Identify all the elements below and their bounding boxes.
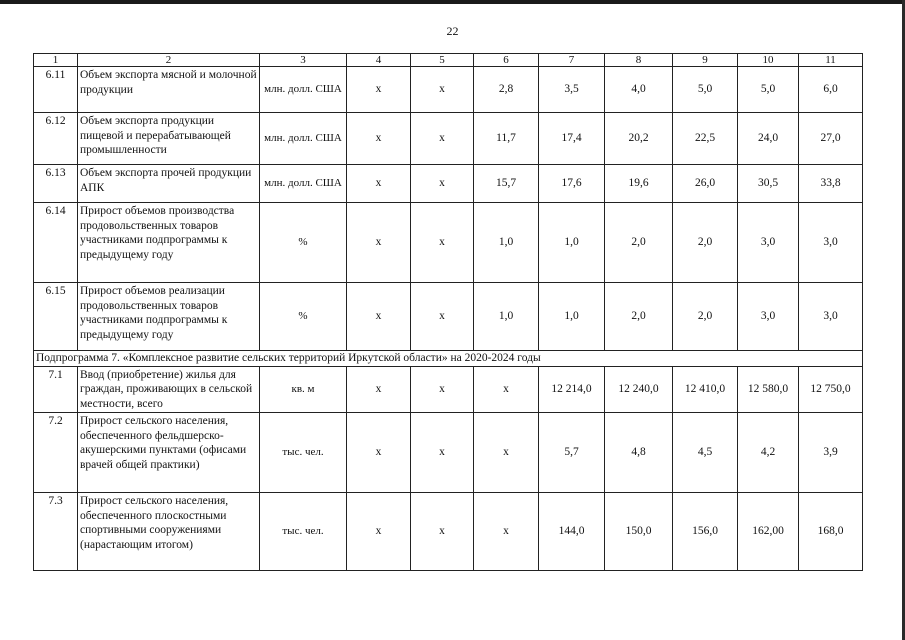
- value-cell: х: [474, 412, 539, 492]
- value-cell: х: [411, 492, 474, 570]
- table-row: [34, 67, 863, 113]
- value-cell: 144,0: [539, 492, 605, 570]
- indicator-name: Объем экспорта продукции пищевой и перерабатывающей промышленности: [78, 113, 260, 165]
- value-cell: х: [347, 203, 411, 283]
- table-row: [34, 113, 863, 165]
- value-cell: 156,0: [673, 492, 738, 570]
- value-cell: 12 410,0: [673, 366, 738, 412]
- table-body: [34, 54, 863, 571]
- column-header: 2: [78, 54, 260, 67]
- value-cell: 6,0: [799, 67, 863, 113]
- table-row: [34, 366, 863, 412]
- value-cell: х: [347, 113, 411, 165]
- value-cell: х: [411, 412, 474, 492]
- row-number: 7.3: [34, 492, 78, 570]
- value-cell: 11,7: [474, 113, 539, 165]
- indicator-name: Объем экспорта мясной и молочной продукции: [78, 67, 260, 113]
- value-cell: х: [411, 283, 474, 351]
- unit-cell: %: [260, 283, 347, 351]
- unit-cell: тыс. чел.: [260, 412, 347, 492]
- value-cell: 3,5: [539, 67, 605, 113]
- indicator-name: Прирост объемов реализации продовольственных товаров участниками подпрограммы к предыдущему году: [78, 283, 260, 351]
- value-cell: 3,0: [738, 203, 799, 283]
- value-cell: х: [474, 492, 539, 570]
- section-title: Подпрограмма 7. «Комплексное развитие сельских территорий Иркутской области» на 2020-2024 годы: [34, 351, 863, 367]
- page-number: 22: [446, 24, 459, 38]
- row-number: 6.11: [34, 67, 78, 113]
- value-cell: 12 214,0: [539, 366, 605, 412]
- value-cell: 27,0: [799, 113, 863, 165]
- column-header: 9: [673, 54, 738, 67]
- row-number: 6.14: [34, 203, 78, 283]
- column-header: 5: [411, 54, 474, 67]
- value-cell: 5,7: [539, 412, 605, 492]
- row-number: 7.1: [34, 366, 78, 412]
- value-cell: х: [411, 203, 474, 283]
- unit-cell: тыс. чел.: [260, 492, 347, 570]
- value-cell: 26,0: [673, 165, 738, 203]
- value-cell: 12 750,0: [799, 366, 863, 412]
- indicators-table: [33, 53, 863, 571]
- value-cell: 30,5: [738, 165, 799, 203]
- value-cell: х: [411, 67, 474, 113]
- value-cell: 2,0: [605, 203, 673, 283]
- value-cell: 24,0: [738, 113, 799, 165]
- value-cell: 150,0: [605, 492, 673, 570]
- table-row: [34, 203, 863, 283]
- row-number: 6.12: [34, 113, 78, 165]
- value-cell: 4,2: [738, 412, 799, 492]
- column-header: 1: [34, 54, 78, 67]
- value-cell: 17,6: [539, 165, 605, 203]
- value-cell: х: [347, 412, 411, 492]
- value-cell: х: [411, 366, 474, 412]
- value-cell: 4,8: [605, 412, 673, 492]
- value-cell: 20,2: [605, 113, 673, 165]
- value-cell: 2,0: [673, 283, 738, 351]
- value-cell: 5,0: [738, 67, 799, 113]
- value-cell: 15,7: [474, 165, 539, 203]
- section-row: [34, 351, 863, 367]
- value-cell: 12 240,0: [605, 366, 673, 412]
- indicator-name: Ввод (приобретение) жилья для граждан, проживающих в сельской местности, всего: [78, 366, 260, 412]
- value-cell: 5,0: [673, 67, 738, 113]
- value-cell: 12 580,0: [738, 366, 799, 412]
- value-cell: х: [347, 165, 411, 203]
- column-header: 3: [260, 54, 347, 67]
- value-cell: 1,0: [539, 203, 605, 283]
- column-header: 7: [539, 54, 605, 67]
- value-cell: 4,0: [605, 67, 673, 113]
- value-cell: 1,0: [539, 283, 605, 351]
- value-cell: 3,0: [799, 203, 863, 283]
- column-header: 11: [799, 54, 863, 67]
- value-cell: х: [347, 492, 411, 570]
- unit-cell: кв. м: [260, 366, 347, 412]
- unit-cell: млн. долл. США: [260, 67, 347, 113]
- value-cell: х: [474, 366, 539, 412]
- value-cell: 22,5: [673, 113, 738, 165]
- value-cell: 2,0: [673, 203, 738, 283]
- value-cell: 3,9: [799, 412, 863, 492]
- unit-cell: %: [260, 203, 347, 283]
- row-number: 6.15: [34, 283, 78, 351]
- value-cell: 3,0: [799, 283, 863, 351]
- column-header: 6: [474, 54, 539, 67]
- value-cell: х: [411, 165, 474, 203]
- value-cell: 1,0: [474, 203, 539, 283]
- value-cell: х: [347, 283, 411, 351]
- table-row: [34, 412, 863, 492]
- value-cell: 3,0: [738, 283, 799, 351]
- column-header: 8: [605, 54, 673, 67]
- column-header: 10: [738, 54, 799, 67]
- value-cell: 2,0: [605, 283, 673, 351]
- unit-cell: млн. долл. США: [260, 165, 347, 203]
- column-header: 4: [347, 54, 411, 67]
- value-cell: х: [347, 67, 411, 113]
- value-cell: 162,00: [738, 492, 799, 570]
- row-number: 6.13: [34, 165, 78, 203]
- value-cell: 33,8: [799, 165, 863, 203]
- table-row: [34, 492, 863, 570]
- value-cell: 168,0: [799, 492, 863, 570]
- table-row: [34, 283, 863, 351]
- row-number: 7.2: [34, 412, 78, 492]
- value-cell: х: [411, 113, 474, 165]
- table-row: [34, 165, 863, 203]
- unit-cell: млн. долл. США: [260, 113, 347, 165]
- indicator-name: Прирост сельского населения, обеспеченного фельдшерско-акушерскими пунктами (офисами врачей общей практики): [78, 412, 260, 492]
- column-number-header-row: [34, 54, 863, 67]
- value-cell: 2,8: [474, 67, 539, 113]
- indicator-name: Прирост объемов производства продовольственных товаров участниками подпрограммы к предыдущему году: [78, 203, 260, 283]
- indicator-name: Объем экспорта прочей продукции АПК: [78, 165, 260, 203]
- value-cell: 4,5: [673, 412, 738, 492]
- top-border-rule: [0, 0, 905, 4]
- value-cell: х: [347, 366, 411, 412]
- value-cell: 19,6: [605, 165, 673, 203]
- value-cell: 1,0: [474, 283, 539, 351]
- value-cell: 17,4: [539, 113, 605, 165]
- indicator-name: Прирост сельского населения, обеспеченного плоскостными спортивными сооружениями (нарастающим итогом): [78, 492, 260, 570]
